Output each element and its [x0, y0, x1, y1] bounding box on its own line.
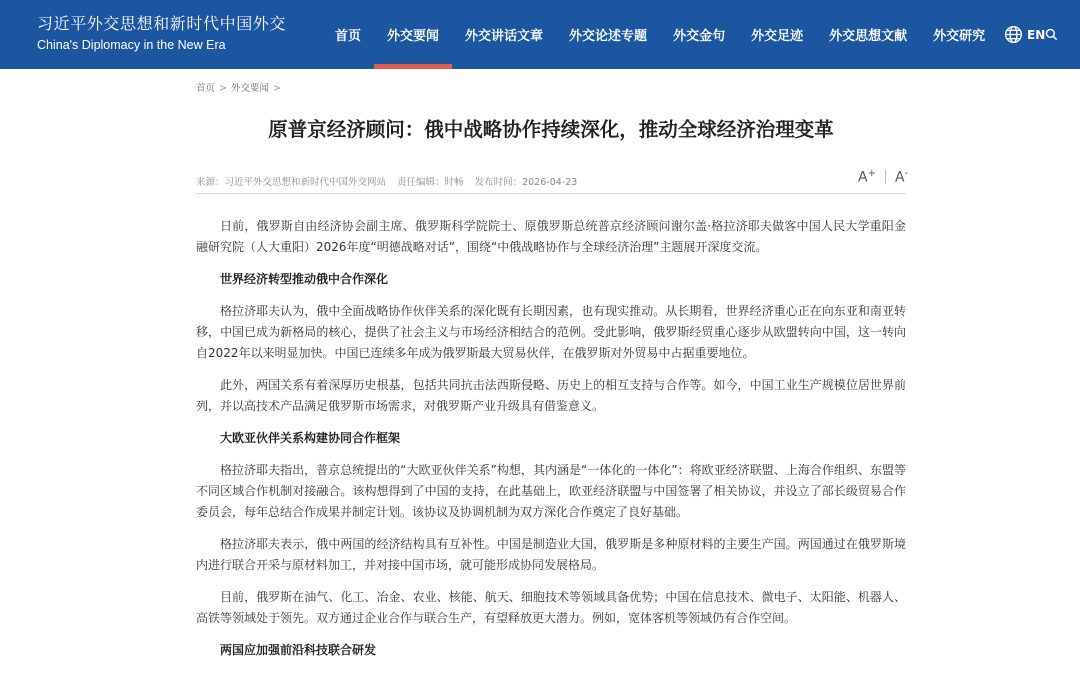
nav-item-documents[interactable]: 外交思想文献	[829, 29, 908, 44]
font-increase-button[interactable]	[858, 168, 876, 186]
nav-item-quotes[interactable]: 外交金句	[673, 29, 726, 44]
article-paragraph: 日前，俄罗斯自由经济协会副主席、俄罗斯科学院院士、原俄罗斯总统普京经济顾问谢尔盖·格拉济耶夫做客中国人民大学重阳金融研究院（人大重阳）2026年度“明德战略对话”，围绕“中俄战略协作与全球经济治理”主题展开深度交流。	[196, 219, 906, 254]
nav-item-news[interactable]: 外交要闻	[374, 0, 452, 69]
breadcrumb-separator: >	[273, 83, 281, 94]
article-title: 原普京经济顾问：俄中战略协作持续深化，推动全球经济治理变革	[268, 118, 834, 141]
nav-item-speeches[interactable]: 外交讲话文章	[465, 29, 544, 44]
article-paragraph: 格拉济耶夫表示，俄中两国的经济结构具有互补性。中国是制造业大国，俄罗斯是多种原材料的主要生产国。两国通过在俄罗斯境内进行联合开采与原材料加工，并对接中国市场，就可能形成协同发展格局。	[196, 537, 906, 572]
breadcrumb-separator: >	[219, 83, 227, 94]
font-decrease-button[interactable]	[895, 168, 908, 186]
nav-item-research[interactable]: 外交研究	[933, 29, 986, 44]
article-subheading: 大欧亚伙伴关系构建协同合作框架	[220, 431, 401, 445]
breadcrumb-home[interactable]: 首页	[196, 83, 216, 94]
nav-item-topics[interactable]: 外交论述专题	[569, 29, 648, 44]
article-paragraph: 目前，俄罗斯在油气、化工、冶金、农业、核能、航天、细胞技术等领域具备优势；中国在信息技术、微电子、太阳能、机器人、高铁等领域处于领先。双方通过企业合作与联合生产，有望释放更大潜力。例如，宽体客机等领域仍有合作空间。	[196, 590, 906, 625]
article-source: 来源：习近平外交思想和新时代中国外交网站	[196, 177, 387, 188]
globe-icon	[1004, 25, 1023, 44]
font-decrease-sign: -	[904, 168, 909, 179]
article-editor: 责任编辑：时畅	[397, 177, 464, 188]
article-paragraph: 格拉济耶夫指出，普京总统提出的“大欧亚伙伴关系”构想，其内涵是“一体化的一体化”：将欧亚经济联盟、上海合作组织、东盟等不同区域合作机制对接融合。该构想得到了中国的支持，在此基础上，欧亚经济联盟与中国签署了相关协议，并设立了部长级贸易合作委员会，每年总结合作成果并制定计划。该协议及协调机制为双方深化合作奠定了良好基础。	[196, 463, 906, 519]
breadcrumb-section[interactable]: 外交要闻	[230, 83, 269, 94]
font-increase-label: A	[858, 169, 868, 186]
article-paragraph: 此外，两国关系有着深厚历史根基，包括共同抗击法西斯侵略、历史上的相互支持与合作等。如今，中国工业生产规模位居世界前列，并以高技术产品满足俄罗斯市场需求，对俄罗斯产业升级具有借鉴意义。	[196, 378, 906, 413]
language-label: EN	[1027, 27, 1046, 42]
font-increase-sign: +	[867, 168, 876, 179]
site-header	[0, 0, 1080, 69]
article-date: 发布时间：2026-04-23	[474, 177, 578, 188]
article-meta	[196, 174, 585, 188]
site-logo[interactable]	[37, 14, 286, 53]
font-decrease-label: A	[894, 169, 905, 186]
article-body	[196, 216, 906, 672]
meta-divider	[196, 193, 906, 194]
nav-item-home[interactable]: 首页	[335, 29, 362, 44]
nav-item-footprints[interactable]: 外交足迹	[751, 29, 804, 44]
article-subheading: 两国应加强前沿科技联合研发	[220, 643, 377, 657]
logo-english: China's Diplomacy in the New Era	[37, 38, 226, 52]
logo-chinese: 习近平外交思想和新时代中国外交	[37, 14, 287, 33]
breadcrumb	[196, 80, 285, 94]
language-switch[interactable]	[1004, 0, 1058, 69]
font-size-tools	[858, 168, 908, 186]
search-icon[interactable]	[1045, 28, 1058, 41]
article-paragraph: 格拉济耶夫认为，俄中全面战略协作伙伴关系的深化既有长期因素，也有现实推动。从长期看，世界经济重心正在向东亚和南亚转移，中国已成为新格局的核心，提供了社会主义与市场经济相结合的范例。受此影响，俄罗斯经贸重心逐步从欧盟转向中国，这一转向自2022年以来明显加快。中国已连续多年成为俄罗斯最大贸易伙伴，在俄罗斯对外贸易中占据重要地位。	[196, 304, 906, 360]
article-subheading: 世界经济转型推动俄中合作深化	[220, 272, 389, 286]
main-nav	[322, 0, 998, 69]
font-tools-divider	[885, 170, 886, 184]
